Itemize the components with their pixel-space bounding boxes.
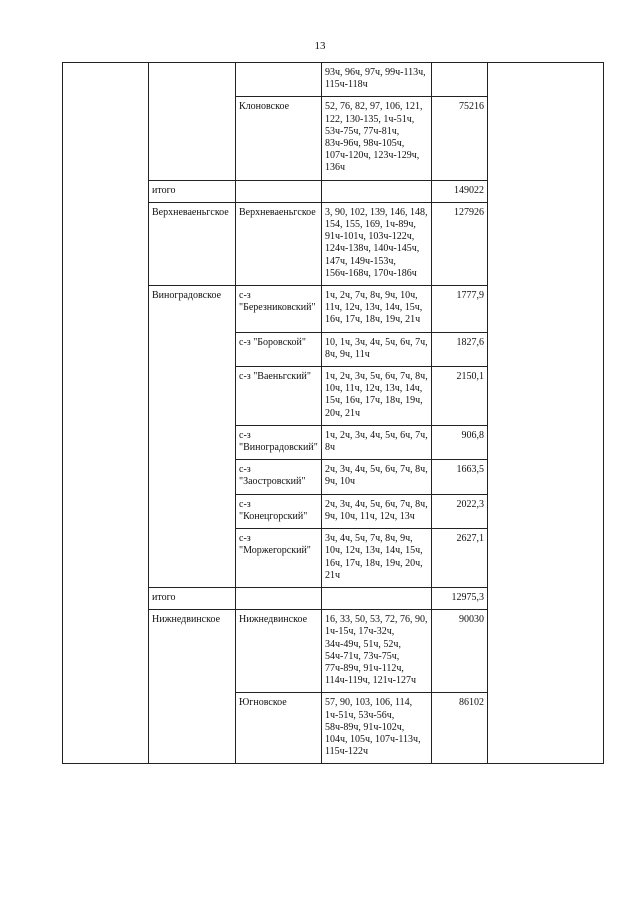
- area-cell: 1777,9: [432, 286, 488, 333]
- area-cell: 2150,1: [432, 367, 488, 426]
- unit-cell: Клоновское: [236, 97, 322, 180]
- area-cell: 2627,1: [432, 529, 488, 588]
- total-area-cell: 12975,3: [432, 587, 488, 609]
- settlement-cell: Нижнедвинское: [149, 610, 236, 764]
- unit-cell: с-з "Ваеньгский": [236, 367, 322, 426]
- unit-cell: [236, 587, 322, 609]
- plots-cell: 10, 1ч, 3ч, 4ч, 5ч, 6ч, 7ч, 8ч, 9ч, 11ч: [322, 332, 432, 366]
- unit-cell: [236, 180, 322, 202]
- settlement-cell: Виноградовское: [149, 286, 236, 588]
- table-row: [63, 63, 604, 97]
- plots-cell: 2ч, 3ч, 4ч, 5ч, 6ч, 7ч, 8ч, 9ч, 10ч, 11ч, 12ч, 13ч: [322, 494, 432, 528]
- plots-cell: 16, 33, 50, 53, 72, 76, 90, 1ч-15ч, 17ч-32ч, 34ч-49ч, 51ч, 52ч, 54ч-71ч, 73ч-75ч, 77ч-89ч, 91ч-112ч, 114ч-119ч, 121ч-127ч: [322, 610, 432, 693]
- total-area-cell: 149022: [432, 180, 488, 202]
- area-cell: 1827,6: [432, 332, 488, 366]
- unit-cell: Верхневаеньгское: [236, 202, 322, 285]
- unit-cell: с-з "Конецгорский": [236, 494, 322, 528]
- area-cell: 86102: [432, 693, 488, 764]
- page-number: 13: [314, 40, 326, 52]
- note-cell: [488, 63, 604, 764]
- plots-cell: 1ч, 2ч, 3ч, 4ч, 5ч, 6ч, 7ч, 8ч: [322, 425, 432, 459]
- settlement-cell: Верхневаеньгское: [149, 202, 236, 285]
- plots-cell: [322, 587, 432, 609]
- unit-cell: Нижнедвинское: [236, 610, 322, 693]
- plots-cell: 52, 76, 82, 97, 106, 121, 122, 130-135, 1ч-51ч, 53ч-75ч, 77ч-81ч, 83ч-96ч, 98ч-105ч, 107ч-120ч, 123ч-129ч, 136ч: [322, 97, 432, 180]
- total-label-cell: итого: [149, 587, 236, 609]
- unit-cell: с-з "Березниковский": [236, 286, 322, 333]
- plots-cell: 93ч, 96ч, 97ч, 99ч-113ч, 115ч-118ч: [322, 63, 432, 97]
- unit-cell: Югновское: [236, 693, 322, 764]
- district-cell: [63, 63, 149, 764]
- unit-cell: с-з "Виноградовский": [236, 425, 322, 459]
- unit-cell: с-з "Заостровский": [236, 460, 322, 494]
- plots-cell: 1ч, 2ч, 3ч, 5ч, 6ч, 7ч, 8ч, 10ч, 11ч, 12ч, 13ч, 14ч, 15ч, 16ч, 17ч, 18ч, 19ч, 20ч, 21ч: [322, 367, 432, 426]
- area-cell: [432, 63, 488, 97]
- area-cell: 906,8: [432, 425, 488, 459]
- unit-cell: с-з "Боровской": [236, 332, 322, 366]
- area-cell: 1663,5: [432, 460, 488, 494]
- plots-cell: 3, 90, 102, 139, 146, 148, 154, 155, 169, 1ч-89ч, 91ч-101ч, 103ч-122ч, 124ч-138ч, 140ч-145ч, 147ч, 149ч-153ч, 156ч-168ч, 170ч-186ч: [322, 202, 432, 285]
- area-cell: 90030: [432, 610, 488, 693]
- unit-cell: [236, 63, 322, 97]
- area-cell: 127926: [432, 202, 488, 285]
- plots-cell: 1ч, 2ч, 7ч, 8ч, 9ч, 10ч, 11ч, 12ч, 13ч, 14ч, 15ч, 16ч, 17ч, 18ч, 19ч, 21ч: [322, 286, 432, 333]
- plots-cell: [322, 180, 432, 202]
- settlement-cell: [149, 63, 236, 181]
- area-cell: 2022,3: [432, 494, 488, 528]
- area-cell: 75216: [432, 97, 488, 180]
- total-label-cell: итого: [149, 180, 236, 202]
- plots-cell: 3ч, 4ч, 5ч, 7ч, 8ч, 9ч, 10ч, 12ч, 13ч, 14ч, 15ч, 16ч, 17ч, 18ч, 19ч, 20ч, 21ч: [322, 529, 432, 588]
- forestry-table: [62, 62, 604, 764]
- plots-cell: 57, 90, 103, 106, 114, 1ч-51ч, 53ч-56ч, 58ч-89ч, 91ч-102ч, 104ч, 105ч, 107ч-113ч, 115ч-122ч: [322, 693, 432, 764]
- plots-cell: 2ч, 3ч, 4ч, 5ч, 6ч, 7ч, 8ч, 9ч, 10ч: [322, 460, 432, 494]
- unit-cell: с-з "Моржегорский": [236, 529, 322, 588]
- table-body: [63, 63, 604, 764]
